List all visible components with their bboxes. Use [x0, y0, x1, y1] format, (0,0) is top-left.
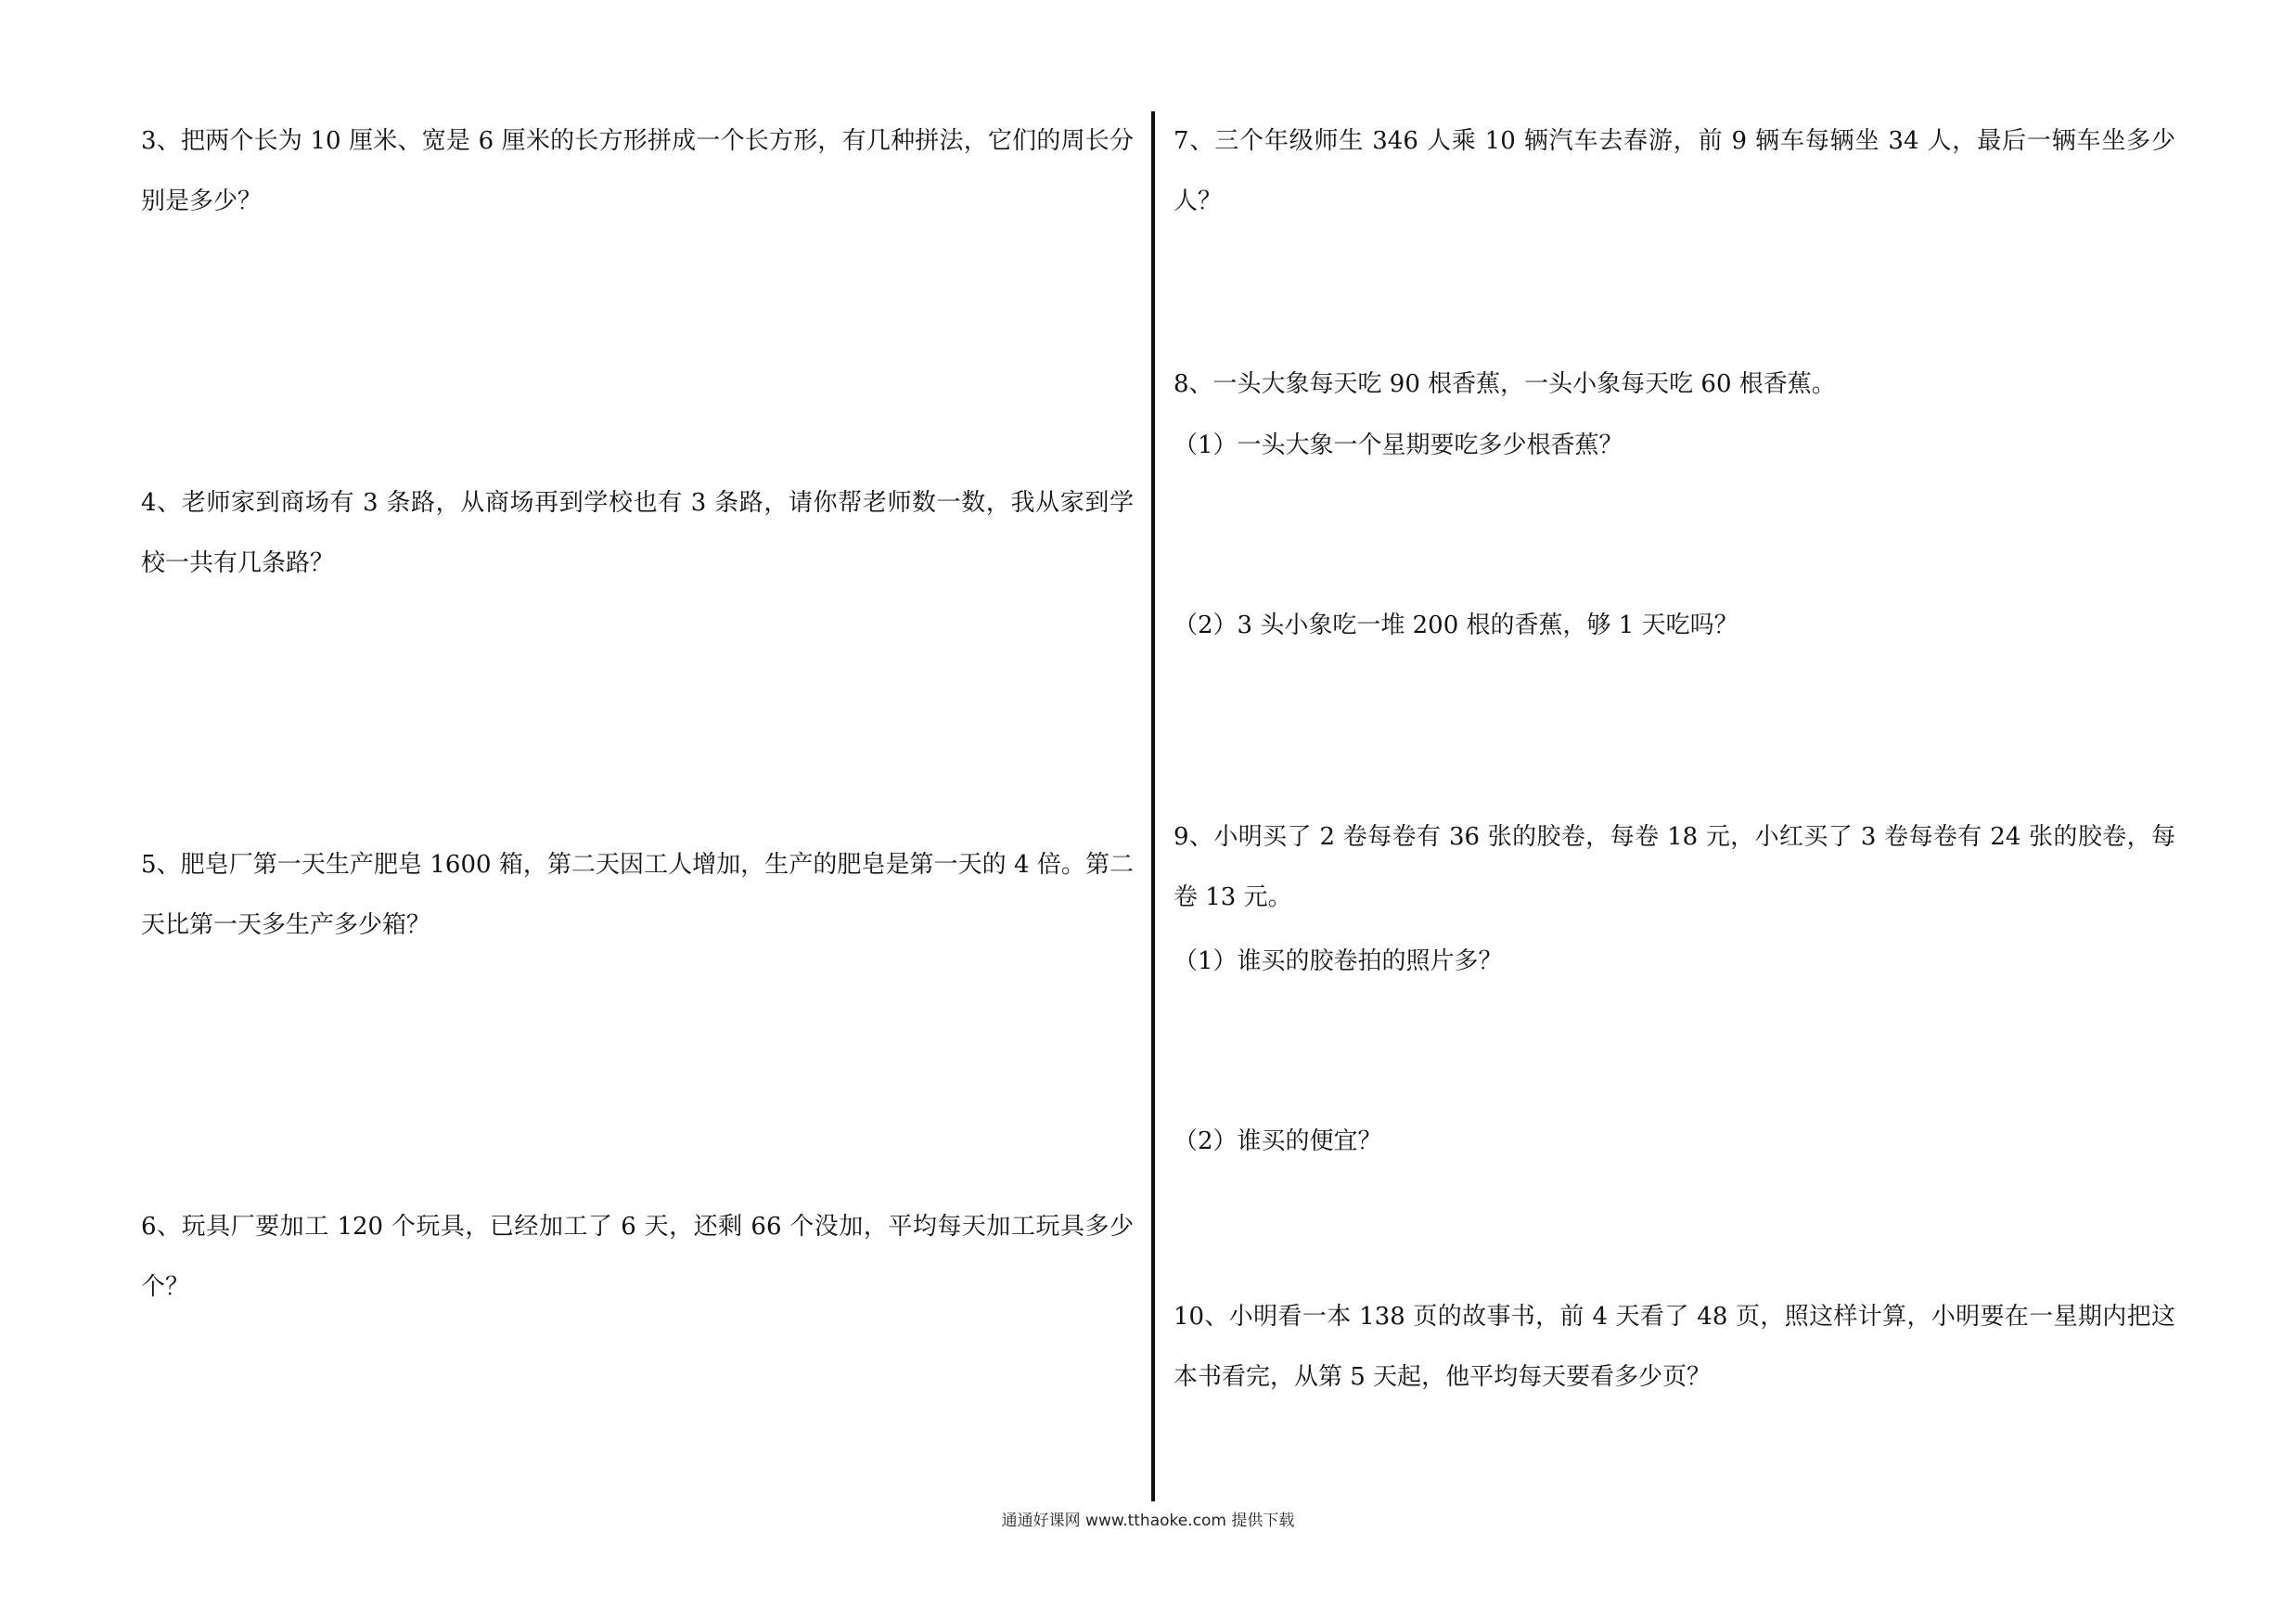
- question-6: 6、玩具厂要加工 120 个玩具，已经加工了 6 天，还剩 66 个没加，平均每天加工玩具多少个？: [141, 1213, 1134, 1301]
- column-divider: [1151, 111, 1155, 1501]
- question-3: 3、把两个长为 10 厘米、宽是 6 厘米的长方形拼成一个长方形，有几种拼法，它们的周长分别是多少？: [141, 127, 1134, 215]
- question-5: 5、肥皂厂第一天生产肥皂 1600 箱，第二天因工人增加，生产的肥皂是第一天的 4 倍。第二天比第一天多生产多少箱？: [141, 851, 1134, 939]
- question-9-part-1: （1）谁买的胶卷拍的照片多？: [1174, 947, 1503, 975]
- question-8-part-1: （1）一头大象一个星期要吃多少根香蕉？: [1174, 431, 1623, 459]
- question-10: 10、小明看一本 138 页的故事书，前 4 天看了 48 页，照这样计算，小明要在一星期内把这本书看完，从第 5 天起，他平均每天要看多少页？: [1174, 1303, 2175, 1391]
- question-8-part-2: （2）3 头小象吃一堆 200 根的香蕉，够 1 天吃吗？: [1174, 611, 1738, 639]
- question-9: 9、小明买了 2 卷每卷有 36 张的胶卷，每卷 18 元，小红买了 3 卷每卷有 24 张的胶卷，每卷 13 元。: [1174, 823, 2175, 911]
- question-7: 7、三个年级师生 346 人乘 10 辆汽车去春游，前 9 辆车每辆坐 34 人，最后一辆车坐多少人？: [1174, 127, 2175, 215]
- question-9-part-2: （2）谁买的便宜？: [1174, 1127, 1382, 1155]
- question-4: 4、老师家到商场有 3 条路，从商场再到学校也有 3 条路，请你帮老师数一数，我从家到学校一共有几条路？: [141, 489, 1134, 577]
- left-column: [141, 0, 1134, 1622]
- question-8: 8、一头大象每天吃 90 根香蕉，一头小象每天吃 60 根香蕉。: [1174, 370, 1836, 398]
- footer-source-note: 通通好课网 www.tthaoke.com 提供下载: [1001, 1512, 1295, 1530]
- right-column: [1174, 0, 2175, 1622]
